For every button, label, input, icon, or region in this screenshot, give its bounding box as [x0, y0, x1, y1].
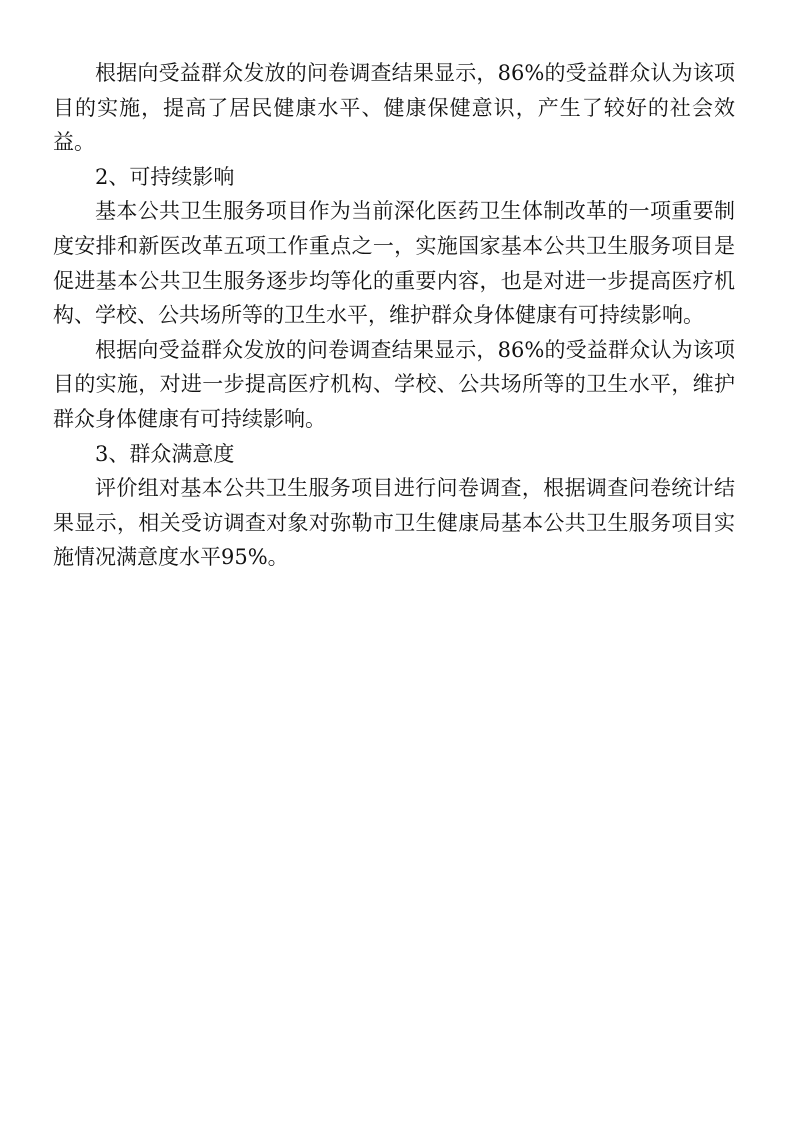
section-heading-satisfaction: 3、群众满意度	[95, 441, 235, 466]
paragraph-survey-health-benefit: 根据向受益群众发放的问卷调查结果显示，86%的受益群众认为该项目的实施，提高了居民健康水平、健康保健意识，产生了较好的社会效益。	[53, 61, 735, 155]
paragraph-program-importance: 基本公共卫生服务项目作为当前深化医药卫生体制改革的一项重要制度安排和新医改革五项工作重点之一，实施国家基本公共卫生服务项目是促进基本公共卫生服务逐步均等化的重要内容，也是对进一步提高医疗机构、学校、公共场所等的卫生水平，维护群众身体健康有可持续影响。	[53, 199, 735, 328]
paragraph-survey-sustainability: 根据向受益群众发放的问卷调查结果显示，86%的受益群众认为该项目的实施，对进一步提高医疗机构、学校、公共场所等的卫生水平，维护群众身体健康有可持续影响。	[53, 337, 735, 431]
document-body	[53, 56, 735, 575]
paragraph-satisfaction-result: 评价组对基本公共卫生服务项目进行问卷调查，根据调查问卷统计结果显示，相关受访调查对象对弥勒市卫生健康局基本公共卫生服务项目实施情况满意度水平95%。	[53, 476, 735, 570]
section-heading-sustainability: 2、可持续影响	[95, 164, 235, 189]
